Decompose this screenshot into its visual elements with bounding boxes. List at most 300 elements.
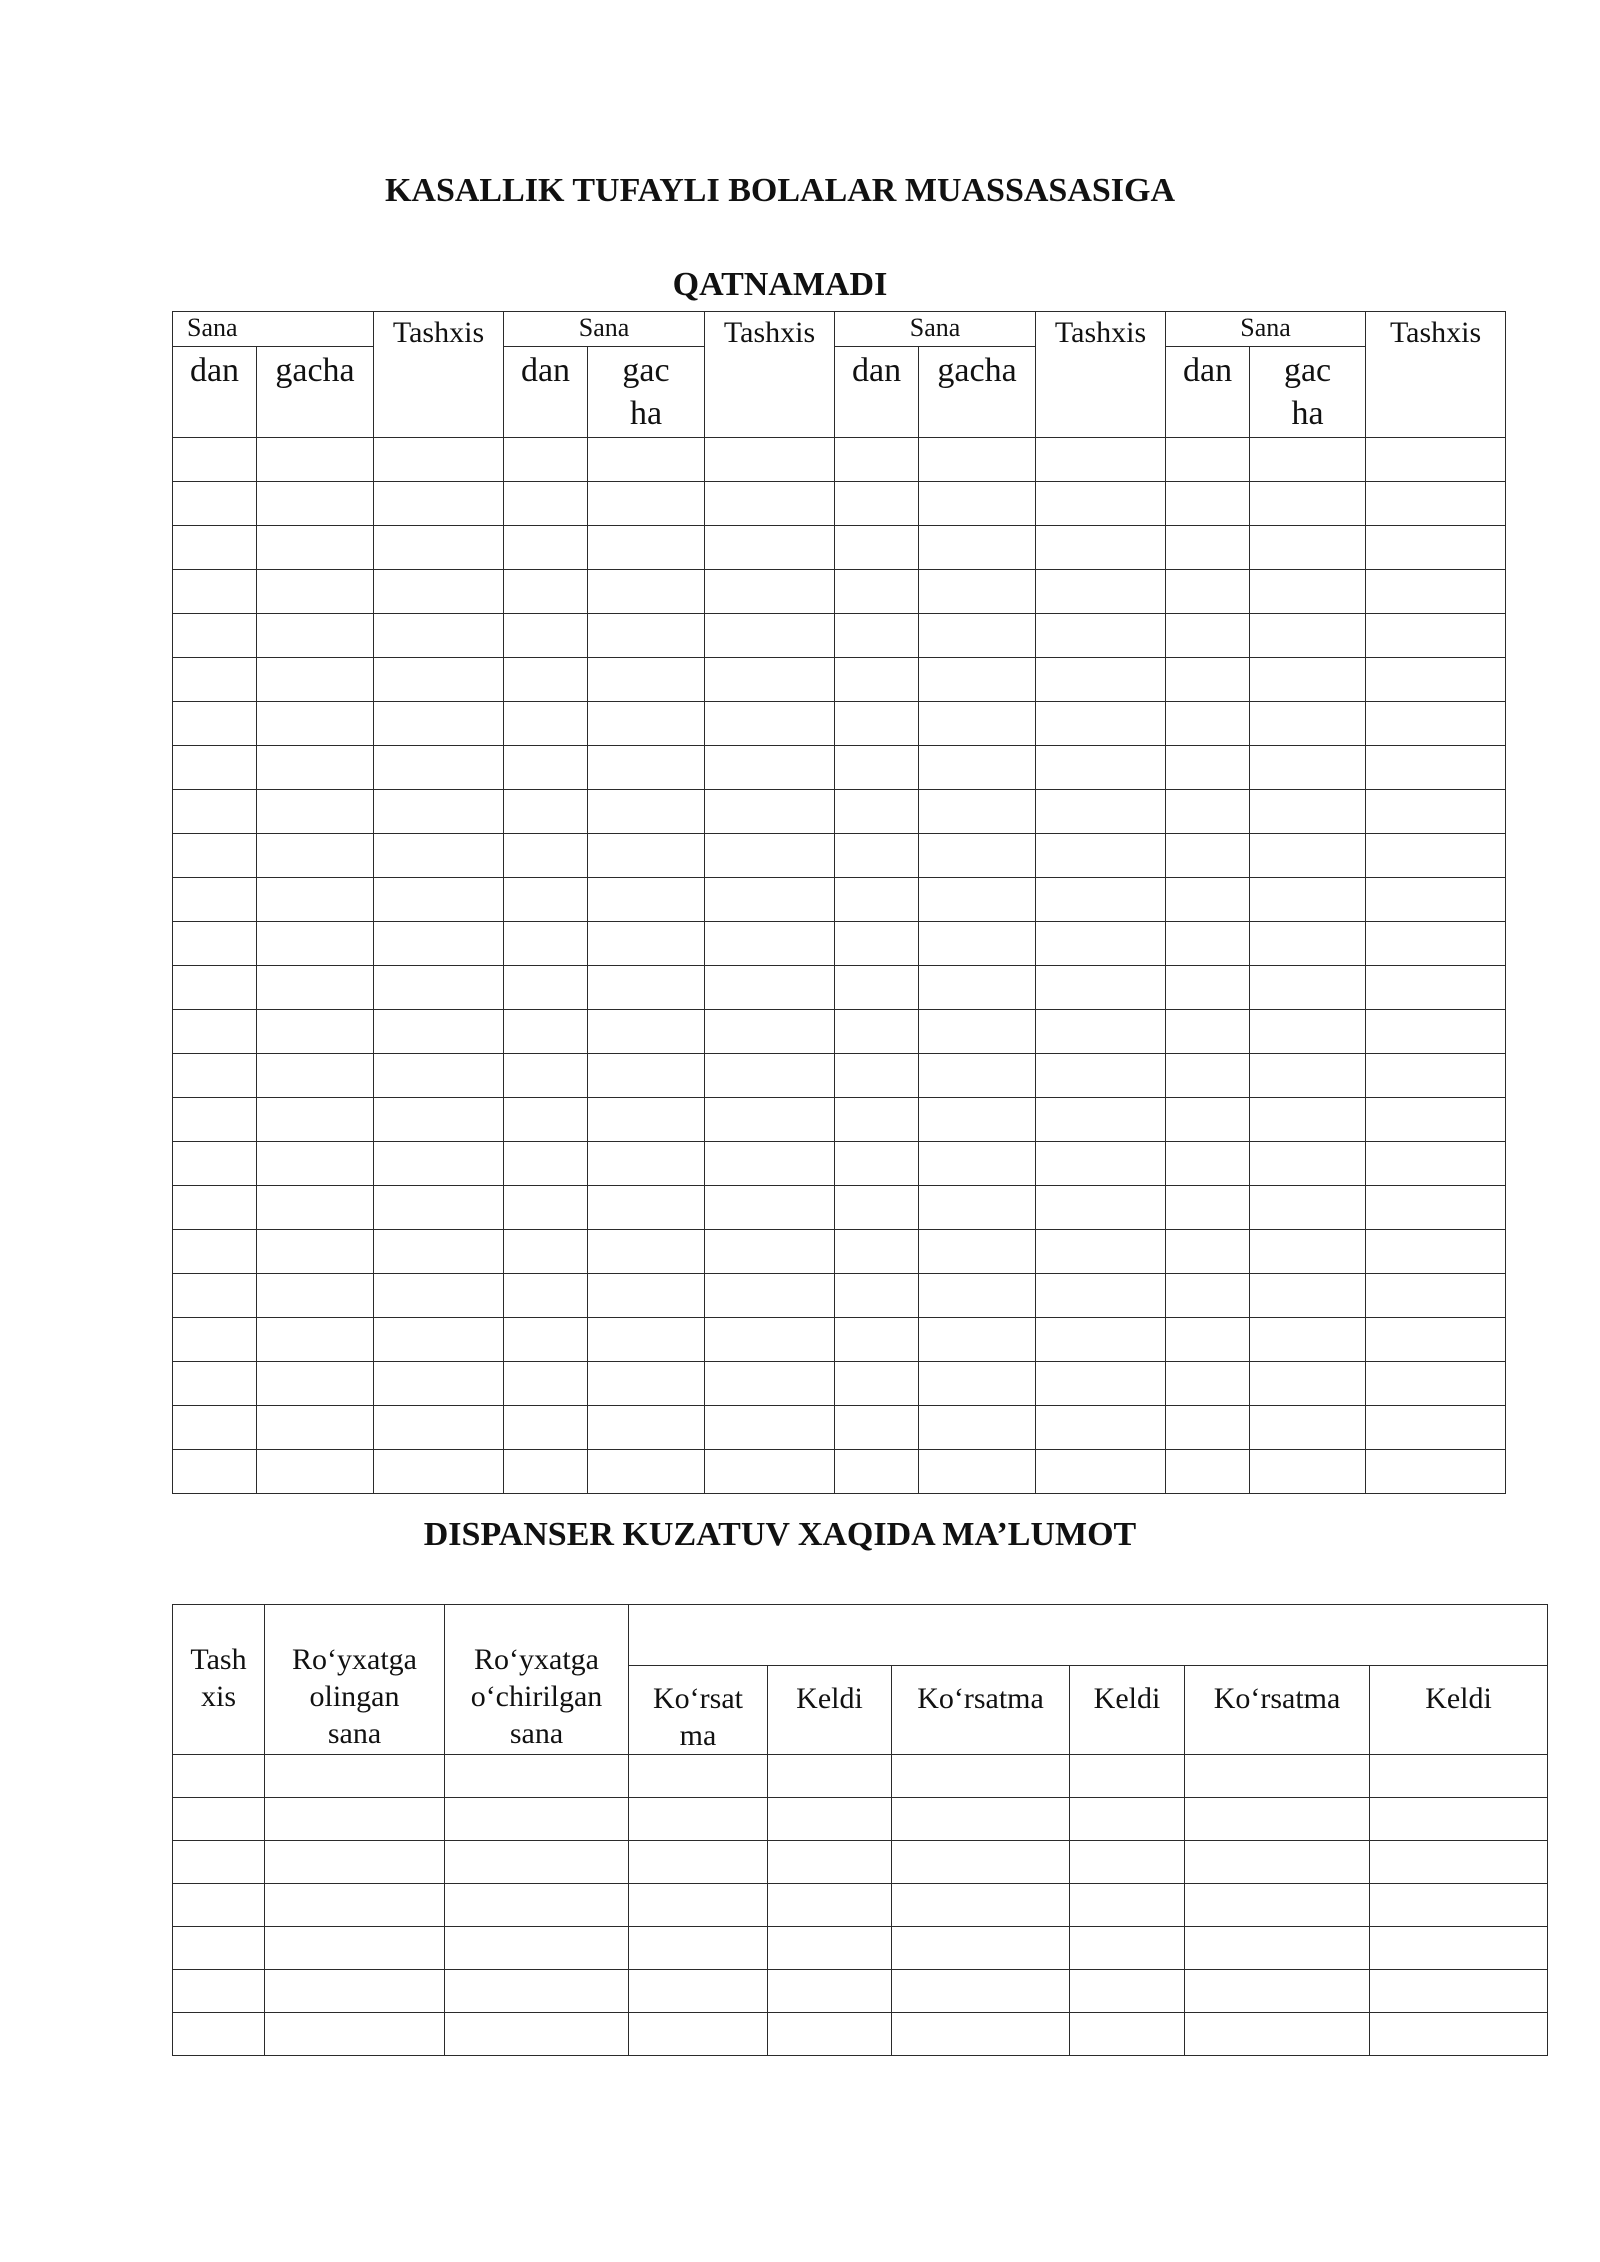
table-cell[interactable] — [173, 1142, 257, 1186]
table-cell[interactable] — [705, 1230, 835, 1274]
table-cell[interactable] — [173, 658, 257, 702]
table-cell[interactable] — [588, 482, 705, 526]
table-cell[interactable] — [919, 746, 1036, 790]
table-cell[interactable] — [504, 1186, 588, 1230]
table-cell[interactable] — [173, 1927, 265, 1970]
table-cell[interactable] — [705, 1010, 835, 1054]
table-cell[interactable] — [257, 1450, 374, 1494]
table-cell[interactable] — [1166, 1450, 1250, 1494]
table-cell[interactable] — [1366, 1010, 1506, 1054]
table-cell[interactable] — [504, 702, 588, 746]
table-cell[interactable] — [173, 1274, 257, 1318]
table-cell[interactable] — [1366, 1362, 1506, 1406]
table-cell[interactable] — [1166, 482, 1250, 526]
table-cell[interactable] — [173, 570, 257, 614]
table-cell[interactable] — [257, 1318, 374, 1362]
table-cell[interactable] — [257, 834, 374, 878]
table-cell[interactable] — [835, 1230, 919, 1274]
table-cell[interactable] — [1070, 2013, 1185, 2056]
table-cell[interactable] — [1366, 922, 1506, 966]
table-cell[interactable] — [919, 438, 1036, 482]
table-cell[interactable] — [1166, 922, 1250, 966]
table-cell[interactable] — [919, 834, 1036, 878]
table-cell[interactable] — [1036, 1450, 1166, 1494]
table-cell[interactable] — [705, 1406, 835, 1450]
table-cell[interactable] — [892, 1755, 1070, 1798]
table-cell[interactable] — [588, 878, 705, 922]
table-cell[interactable] — [768, 2013, 892, 2056]
table-cell[interactable] — [504, 1406, 588, 1450]
table-cell[interactable] — [374, 746, 504, 790]
table-cell[interactable] — [919, 1230, 1036, 1274]
table-cell[interactable] — [1366, 746, 1506, 790]
table-cell[interactable] — [374, 1318, 504, 1362]
table-cell[interactable] — [265, 2013, 445, 2056]
table-cell[interactable] — [504, 834, 588, 878]
table-cell[interactable] — [835, 834, 919, 878]
table-cell[interactable] — [374, 1054, 504, 1098]
table-cell[interactable] — [257, 878, 374, 922]
table-cell[interactable] — [588, 966, 705, 1010]
table-cell[interactable] — [1036, 966, 1166, 1010]
table-cell[interactable] — [1250, 790, 1366, 834]
table-cell[interactable] — [1036, 614, 1166, 658]
table-cell[interactable] — [919, 658, 1036, 702]
table-cell[interactable] — [705, 1142, 835, 1186]
table-cell[interactable] — [1250, 1450, 1366, 1494]
table-cell[interactable] — [835, 1318, 919, 1362]
table-cell[interactable] — [1166, 1186, 1250, 1230]
table-cell[interactable] — [1366, 1450, 1506, 1494]
table-cell[interactable] — [445, 1927, 629, 1970]
table-cell[interactable] — [1036, 1054, 1166, 1098]
table-cell[interactable] — [374, 1142, 504, 1186]
table-cell[interactable] — [919, 1274, 1036, 1318]
table-cell[interactable] — [504, 1274, 588, 1318]
table-cell[interactable] — [173, 1406, 257, 1450]
table-cell[interactable] — [1366, 1054, 1506, 1098]
table-cell[interactable] — [919, 1098, 1036, 1142]
table-cell[interactable] — [1366, 438, 1506, 482]
table-cell[interactable] — [374, 834, 504, 878]
table-cell[interactable] — [1250, 482, 1366, 526]
table-cell[interactable] — [173, 1362, 257, 1406]
table-cell[interactable] — [504, 1230, 588, 1274]
table-cell[interactable] — [629, 1755, 768, 1798]
table-cell[interactable] — [919, 1362, 1036, 1406]
table-cell[interactable] — [705, 702, 835, 746]
table-cell[interactable] — [257, 1230, 374, 1274]
table-cell[interactable] — [257, 1054, 374, 1098]
table-cell[interactable] — [1166, 878, 1250, 922]
table-cell[interactable] — [1250, 1054, 1366, 1098]
table-cell[interactable] — [588, 658, 705, 702]
table-cell[interactable] — [705, 1362, 835, 1406]
table-cell[interactable] — [1250, 966, 1366, 1010]
table-cell[interactable] — [265, 1970, 445, 2013]
table-cell[interactable] — [173, 1098, 257, 1142]
table-cell[interactable] — [1250, 438, 1366, 482]
table-cell[interactable] — [1370, 1884, 1548, 1927]
table-cell[interactable] — [1166, 834, 1250, 878]
table-cell[interactable] — [588, 1362, 705, 1406]
table-cell[interactable] — [919, 966, 1036, 1010]
table-cell[interactable] — [374, 570, 504, 614]
table-cell[interactable] — [257, 1274, 374, 1318]
table-cell[interactable] — [1185, 1755, 1370, 1798]
table-cell[interactable] — [1166, 438, 1250, 482]
table-cell[interactable] — [835, 482, 919, 526]
table-cell[interactable] — [705, 966, 835, 1010]
table-cell[interactable] — [504, 878, 588, 922]
table-cell[interactable] — [173, 1884, 265, 1927]
table-cell[interactable] — [919, 482, 1036, 526]
table-cell[interactable] — [374, 1010, 504, 1054]
table-cell[interactable] — [1366, 966, 1506, 1010]
table-cell[interactable] — [173, 1318, 257, 1362]
table-cell[interactable] — [919, 1142, 1036, 1186]
table-cell[interactable] — [1366, 526, 1506, 570]
table-cell[interactable] — [892, 1927, 1070, 1970]
table-cell[interactable] — [835, 966, 919, 1010]
table-cell[interactable] — [445, 1798, 629, 1841]
table-cell[interactable] — [1070, 1927, 1185, 1970]
table-cell[interactable] — [919, 1318, 1036, 1362]
table-cell[interactable] — [1185, 1884, 1370, 1927]
table-cell[interactable] — [1166, 1406, 1250, 1450]
table-cell[interactable] — [835, 1362, 919, 1406]
table-cell[interactable] — [1366, 878, 1506, 922]
table-cell[interactable] — [173, 746, 257, 790]
table-cell[interactable] — [1250, 526, 1366, 570]
table-cell[interactable] — [588, 790, 705, 834]
table-cell[interactable] — [173, 790, 257, 834]
table-cell[interactable] — [173, 1054, 257, 1098]
table-cell[interactable] — [705, 614, 835, 658]
table-cell[interactable] — [629, 1841, 768, 1884]
table-cell[interactable] — [173, 834, 257, 878]
table-cell[interactable] — [1366, 1318, 1506, 1362]
table-cell[interactable] — [705, 482, 835, 526]
table-cell[interactable] — [504, 658, 588, 702]
table-cell[interactable] — [1166, 614, 1250, 658]
table-cell[interactable] — [919, 1450, 1036, 1494]
table-cell[interactable] — [1166, 746, 1250, 790]
table-cell[interactable] — [374, 702, 504, 746]
table-cell[interactable] — [892, 2013, 1070, 2056]
table-cell[interactable] — [1036, 438, 1166, 482]
table-cell[interactable] — [1036, 482, 1166, 526]
table-cell[interactable] — [1250, 1010, 1366, 1054]
table-cell[interactable] — [265, 1884, 445, 1927]
table-cell[interactable] — [1036, 1406, 1166, 1450]
table-cell[interactable] — [1070, 1841, 1185, 1884]
table-cell[interactable] — [504, 746, 588, 790]
table-cell[interactable] — [1250, 570, 1366, 614]
table-cell[interactable] — [1036, 702, 1166, 746]
table-cell[interactable] — [1036, 1186, 1166, 1230]
table-cell[interactable] — [1250, 1406, 1366, 1450]
table-cell[interactable] — [374, 614, 504, 658]
table-cell[interactable] — [1166, 790, 1250, 834]
table-cell[interactable] — [265, 1798, 445, 1841]
table-cell[interactable] — [257, 1010, 374, 1054]
table-cell[interactable] — [504, 526, 588, 570]
table-cell[interactable] — [705, 438, 835, 482]
table-cell[interactable] — [374, 526, 504, 570]
table-cell[interactable] — [892, 1884, 1070, 1927]
table-cell[interactable] — [705, 746, 835, 790]
table-cell[interactable] — [374, 658, 504, 702]
table-cell[interactable] — [504, 1142, 588, 1186]
table-cell[interactable] — [1366, 1098, 1506, 1142]
table-cell[interactable] — [173, 526, 257, 570]
table-cell[interactable] — [629, 1970, 768, 2013]
table-cell[interactable] — [173, 966, 257, 1010]
table-cell[interactable] — [629, 2013, 768, 2056]
table-cell[interactable] — [257, 966, 374, 1010]
table-cell[interactable] — [588, 614, 705, 658]
table-cell[interactable] — [1366, 702, 1506, 746]
table-cell[interactable] — [257, 1098, 374, 1142]
table-cell[interactable] — [173, 702, 257, 746]
table-cell[interactable] — [1070, 1884, 1185, 1927]
table-cell[interactable] — [257, 658, 374, 702]
table-cell[interactable] — [919, 526, 1036, 570]
table-cell[interactable] — [1070, 1970, 1185, 2013]
table-cell[interactable] — [374, 878, 504, 922]
table-cell[interactable] — [588, 1450, 705, 1494]
table-cell[interactable] — [1166, 966, 1250, 1010]
table-cell[interactable] — [1036, 1274, 1166, 1318]
table-cell[interactable] — [1166, 1142, 1250, 1186]
table-cell[interactable] — [1166, 1010, 1250, 1054]
table-cell[interactable] — [705, 1186, 835, 1230]
table-cell[interactable] — [374, 1406, 504, 1450]
table-cell[interactable] — [1166, 1054, 1250, 1098]
table-cell[interactable] — [1166, 702, 1250, 746]
table-cell[interactable] — [1036, 922, 1166, 966]
table-cell[interactable] — [1185, 1841, 1370, 1884]
table-cell[interactable] — [768, 1755, 892, 1798]
table-cell[interactable] — [257, 790, 374, 834]
table-cell[interactable] — [1250, 922, 1366, 966]
table-cell[interactable] — [705, 790, 835, 834]
table-cell[interactable] — [705, 1450, 835, 1494]
table-cell[interactable] — [588, 570, 705, 614]
table-cell[interactable] — [588, 922, 705, 966]
table-cell[interactable] — [705, 658, 835, 702]
table-cell[interactable] — [445, 1841, 629, 1884]
table-cell[interactable] — [835, 878, 919, 922]
table-cell[interactable] — [173, 922, 257, 966]
table-cell[interactable] — [173, 1798, 265, 1841]
table-cell[interactable] — [1166, 1362, 1250, 1406]
table-cell[interactable] — [504, 790, 588, 834]
table-cell[interactable] — [1166, 526, 1250, 570]
table-cell[interactable] — [1370, 1798, 1548, 1841]
table-cell[interactable] — [1185, 1927, 1370, 1970]
table-cell[interactable] — [1250, 1186, 1366, 1230]
table-cell[interactable] — [588, 526, 705, 570]
table-cell[interactable] — [1166, 1274, 1250, 1318]
table-cell[interactable] — [504, 482, 588, 526]
table-cell[interactable] — [1036, 834, 1166, 878]
table-cell[interactable] — [1185, 1970, 1370, 2013]
table-cell[interactable] — [768, 1798, 892, 1841]
table-cell[interactable] — [919, 614, 1036, 658]
table-cell[interactable] — [1366, 1274, 1506, 1318]
table-cell[interactable] — [835, 1010, 919, 1054]
table-cell[interactable] — [1036, 570, 1166, 614]
table-cell[interactable] — [1036, 1318, 1166, 1362]
table-cell[interactable] — [504, 438, 588, 482]
table-cell[interactable] — [588, 1406, 705, 1450]
table-cell[interactable] — [1166, 570, 1250, 614]
table-cell[interactable] — [835, 702, 919, 746]
table-cell[interactable] — [588, 1318, 705, 1362]
table-cell[interactable] — [265, 1841, 445, 1884]
table-cell[interactable] — [629, 1884, 768, 1927]
table-cell[interactable] — [374, 1450, 504, 1494]
table-cell[interactable] — [1250, 878, 1366, 922]
table-cell[interactable] — [919, 570, 1036, 614]
table-cell[interactable] — [588, 1054, 705, 1098]
table-cell[interactable] — [1366, 614, 1506, 658]
table-cell[interactable] — [835, 922, 919, 966]
table-cell[interactable] — [374, 1274, 504, 1318]
table-cell[interactable] — [173, 1230, 257, 1274]
table-cell[interactable] — [1370, 2013, 1548, 2056]
table-cell[interactable] — [1250, 658, 1366, 702]
table-cell[interactable] — [445, 1755, 629, 1798]
table-cell[interactable] — [1166, 658, 1250, 702]
table-cell[interactable] — [1366, 1230, 1506, 1274]
table-cell[interactable] — [588, 1098, 705, 1142]
table-cell[interactable] — [173, 1450, 257, 1494]
table-cell[interactable] — [504, 570, 588, 614]
table-cell[interactable] — [1366, 570, 1506, 614]
table-cell[interactable] — [1366, 482, 1506, 526]
table-cell[interactable] — [173, 1010, 257, 1054]
table-cell[interactable] — [1250, 1362, 1366, 1406]
table-cell[interactable] — [1250, 1098, 1366, 1142]
table-cell[interactable] — [1370, 1927, 1548, 1970]
table-cell[interactable] — [173, 2013, 265, 2056]
table-cell[interactable] — [257, 438, 374, 482]
table-cell[interactable] — [835, 1098, 919, 1142]
table-cell[interactable] — [1370, 1755, 1548, 1798]
table-cell[interactable] — [173, 1755, 265, 1798]
table-cell[interactable] — [588, 438, 705, 482]
table-cell[interactable] — [1166, 1230, 1250, 1274]
table-cell[interactable] — [265, 1927, 445, 1970]
table-cell[interactable] — [257, 526, 374, 570]
table-cell[interactable] — [1036, 1098, 1166, 1142]
table-cell[interactable] — [257, 702, 374, 746]
table-cell[interactable] — [588, 746, 705, 790]
table-cell[interactable] — [173, 878, 257, 922]
table-cell[interactable] — [1036, 1362, 1166, 1406]
table-cell[interactable] — [705, 834, 835, 878]
table-cell[interactable] — [1036, 658, 1166, 702]
table-cell[interactable] — [835, 1450, 919, 1494]
table-cell[interactable] — [588, 702, 705, 746]
table-cell[interactable] — [1366, 658, 1506, 702]
table-cell[interactable] — [173, 438, 257, 482]
table-cell[interactable] — [1250, 702, 1366, 746]
table-cell[interactable] — [504, 1450, 588, 1494]
table-cell[interactable] — [705, 1318, 835, 1362]
table-cell[interactable] — [919, 1186, 1036, 1230]
table-cell[interactable] — [504, 1318, 588, 1362]
table-cell[interactable] — [173, 614, 257, 658]
table-cell[interactable] — [892, 1970, 1070, 2013]
table-cell[interactable] — [504, 966, 588, 1010]
table-cell[interactable] — [257, 922, 374, 966]
table-cell[interactable] — [705, 526, 835, 570]
table-cell[interactable] — [1185, 2013, 1370, 2056]
table-cell[interactable] — [629, 1798, 768, 1841]
table-cell[interactable] — [1036, 878, 1166, 922]
table-cell[interactable] — [445, 1970, 629, 2013]
table-cell[interactable] — [265, 1755, 445, 1798]
table-cell[interactable] — [173, 1970, 265, 2013]
table-cell[interactable] — [768, 1970, 892, 2013]
table-cell[interactable] — [445, 2013, 629, 2056]
table-cell[interactable] — [835, 438, 919, 482]
table-cell[interactable] — [919, 790, 1036, 834]
table-cell[interactable] — [835, 790, 919, 834]
table-cell[interactable] — [892, 1798, 1070, 1841]
table-cell[interactable] — [705, 1098, 835, 1142]
table-cell[interactable] — [588, 1230, 705, 1274]
table-cell[interactable] — [768, 1884, 892, 1927]
table-cell[interactable] — [835, 1142, 919, 1186]
table-cell[interactable] — [504, 1098, 588, 1142]
table-cell[interactable] — [835, 658, 919, 702]
table-cell[interactable] — [919, 878, 1036, 922]
table-cell[interactable] — [374, 1230, 504, 1274]
table-cell[interactable] — [504, 1010, 588, 1054]
table-cell[interactable] — [1185, 1798, 1370, 1841]
table-cell[interactable] — [919, 1010, 1036, 1054]
table-cell[interactable] — [1036, 790, 1166, 834]
table-cell[interactable] — [1250, 834, 1366, 878]
table-cell[interactable] — [919, 922, 1036, 966]
table-cell[interactable] — [1036, 1010, 1166, 1054]
table-cell[interactable] — [1250, 746, 1366, 790]
table-cell[interactable] — [892, 1841, 1070, 1884]
table-cell[interactable] — [257, 482, 374, 526]
table-cell[interactable] — [588, 1274, 705, 1318]
table-cell[interactable] — [257, 614, 374, 658]
table-cell[interactable] — [835, 570, 919, 614]
table-cell[interactable] — [588, 1010, 705, 1054]
table-cell[interactable] — [705, 1274, 835, 1318]
table-cell[interactable] — [257, 1142, 374, 1186]
table-cell[interactable] — [1166, 1318, 1250, 1362]
table-cell[interactable] — [705, 570, 835, 614]
table-cell[interactable] — [374, 790, 504, 834]
table-cell[interactable] — [445, 1884, 629, 1927]
table-cell[interactable] — [257, 746, 374, 790]
table-cell[interactable] — [504, 922, 588, 966]
table-cell[interactable] — [374, 1186, 504, 1230]
table-cell[interactable] — [835, 614, 919, 658]
table-cell[interactable] — [588, 1142, 705, 1186]
table-cell[interactable] — [1250, 1142, 1366, 1186]
